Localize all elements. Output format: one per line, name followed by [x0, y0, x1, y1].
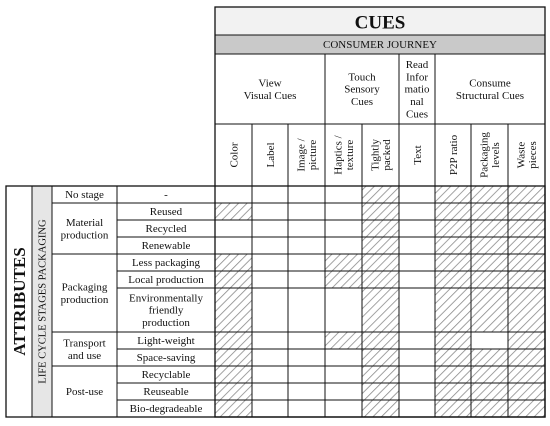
hatched-cell	[215, 332, 252, 349]
hatched-cell	[362, 254, 399, 271]
empty-cell	[288, 237, 325, 254]
empty-cell	[215, 237, 252, 254]
hatched-cell	[471, 366, 508, 383]
cue-group-label: Read Infor matio nal Cues	[404, 59, 430, 121]
stage-label: Packaging production	[60, 281, 109, 306]
hatched-cell	[508, 271, 545, 288]
hatched-cell	[508, 332, 545, 349]
hatched-cell	[215, 366, 252, 383]
column-header-label-group	[412, 145, 424, 164]
hatched-cell	[471, 349, 508, 366]
hatched-cell	[471, 383, 508, 400]
hatched-cell	[508, 237, 545, 254]
empty-cell	[252, 271, 288, 288]
hatched-cell	[435, 400, 471, 417]
column-header-label: Tightlypacked	[369, 138, 394, 172]
column-header-label-group	[265, 142, 277, 167]
column-header-label: Packaginglevels	[478, 132, 503, 178]
hatched-cell	[215, 254, 252, 271]
hatched-cell	[435, 383, 471, 400]
hatched-cell	[471, 271, 508, 288]
column-header-label-group	[295, 137, 319, 171]
empty-cell	[288, 366, 325, 383]
hatched-cell	[215, 383, 252, 400]
cue-group-label: Touch Sensory Cues	[344, 71, 380, 109]
life-cycle-label: LIFE CYCLE STAGES PACKAGING	[37, 219, 49, 384]
hatched-cell	[435, 254, 471, 271]
column-header-label: P2P ratio	[447, 134, 460, 176]
empty-cell	[252, 288, 288, 332]
empty-cell	[399, 400, 435, 417]
column-header-label: Wastepieces	[515, 141, 540, 169]
hatched-cell	[215, 288, 252, 332]
empty-cell	[252, 383, 288, 400]
hatched-cell	[362, 349, 399, 366]
hatched-cell	[471, 220, 508, 237]
hatched-cell	[362, 237, 399, 254]
empty-cell	[288, 186, 325, 203]
hatched-cell	[325, 271, 362, 288]
column-header-label-group	[228, 142, 240, 167]
empty-cell	[288, 254, 325, 271]
hatched-cell	[508, 383, 545, 400]
empty-cell	[325, 400, 362, 417]
hatched-cell	[215, 271, 252, 288]
hatched-cell	[471, 237, 508, 254]
empty-cell	[325, 383, 362, 400]
hatched-cell	[362, 288, 399, 332]
empty-cell	[252, 203, 288, 220]
empty-cell	[399, 271, 435, 288]
hatched-cell	[471, 288, 508, 332]
cue-group-label: Consume Structural Cues	[455, 77, 525, 102]
hatched-cell	[471, 400, 508, 417]
empty-cell	[325, 349, 362, 366]
column-header-label: Text	[411, 145, 424, 165]
empty-cell	[288, 271, 325, 288]
attributes-label: ATTRIBUTES	[9, 247, 29, 356]
row-label: Renewable	[141, 240, 191, 253]
empty-cell	[399, 220, 435, 237]
empty-cell	[288, 203, 325, 220]
hatched-cell	[508, 220, 545, 237]
empty-cell	[399, 254, 435, 271]
hatched-cell	[435, 332, 471, 349]
row-label: Reuseable	[143, 386, 189, 399]
empty-cell	[288, 349, 325, 366]
empty-cell	[325, 288, 362, 332]
empty-cell	[288, 383, 325, 400]
empty-cell	[399, 349, 435, 366]
hatched-cell	[362, 400, 399, 417]
empty-cell	[252, 366, 288, 383]
hatched-cell	[435, 203, 471, 220]
row-label: Recyclable	[141, 369, 191, 382]
hatched-cell	[362, 332, 399, 349]
empty-cell	[325, 203, 362, 220]
empty-cell	[399, 332, 435, 349]
hatched-cell	[325, 332, 362, 349]
hatched-cell	[362, 186, 399, 203]
row-label: Bio-degradeable	[129, 403, 203, 416]
hatched-cell	[215, 349, 252, 366]
empty-cell	[399, 366, 435, 383]
hatched-cell	[435, 288, 471, 332]
column-header-label-group	[369, 139, 393, 172]
stage-label: Transport and use	[63, 337, 106, 362]
attributes-label-group	[10, 247, 29, 355]
hatched-cell	[471, 186, 508, 203]
empty-cell	[399, 288, 435, 332]
hatched-cell	[362, 271, 399, 288]
empty-cell	[471, 332, 508, 349]
row-label: Reused	[149, 206, 183, 219]
row-label: Space-saving	[136, 352, 196, 365]
hatched-cell	[508, 288, 545, 332]
row-label: Local production	[128, 274, 204, 287]
hatched-cell	[435, 366, 471, 383]
hatched-cell	[508, 366, 545, 383]
hatched-cell	[325, 254, 362, 271]
hatched-cell	[215, 400, 252, 417]
row-label: Light-weight	[137, 335, 195, 348]
empty-cell	[252, 400, 288, 417]
hatched-cell	[435, 186, 471, 203]
life-cycle-label-group	[38, 219, 49, 384]
column-header-label-group	[332, 134, 356, 174]
hatched-cell	[215, 203, 252, 220]
empty-cell	[325, 220, 362, 237]
column-header-label: Label	[264, 142, 277, 168]
cue-group-label: View Visual Cues	[243, 77, 297, 102]
empty-cell	[215, 186, 252, 203]
empty-cell	[399, 237, 435, 254]
column-header-label: Color	[228, 142, 241, 168]
empty-cell	[325, 186, 362, 203]
column-header-label: Haptics /texture	[332, 135, 357, 175]
row-label: Environmentally friendly production	[129, 292, 203, 330]
hatched-cell	[508, 349, 545, 366]
stage-label: Post-use	[65, 386, 104, 399]
hatched-cell	[508, 400, 545, 417]
hatched-cell	[435, 349, 471, 366]
hatched-cell	[362, 383, 399, 400]
empty-cell	[252, 254, 288, 271]
hatched-cell	[435, 220, 471, 237]
empty-cell	[325, 237, 362, 254]
empty-cell	[325, 366, 362, 383]
empty-cell	[399, 383, 435, 400]
empty-cell	[252, 186, 288, 203]
hatched-cell	[471, 203, 508, 220]
hatched-cell	[362, 366, 399, 383]
row-label: Less packaging	[131, 257, 201, 270]
empty-cell	[288, 332, 325, 349]
row-label: -	[164, 189, 168, 202]
hatched-cell	[508, 186, 545, 203]
empty-cell	[215, 220, 252, 237]
hatched-cell	[362, 203, 399, 220]
hatched-cell	[435, 271, 471, 288]
hatched-cell	[471, 254, 508, 271]
hatched-cell	[508, 203, 545, 220]
empty-cell	[252, 220, 288, 237]
row-label: Recycled	[145, 223, 187, 236]
column-header-label-group	[515, 141, 539, 168]
empty-cell	[252, 332, 288, 349]
empty-cell	[288, 288, 325, 332]
empty-cell	[399, 203, 435, 220]
empty-cell	[288, 220, 325, 237]
column-header-label: Image /picture	[295, 138, 320, 172]
stage-label: Material production	[60, 217, 109, 242]
stage-label: No stage	[65, 189, 104, 202]
hatched-cell	[508, 254, 545, 271]
table-title: CUES	[354, 12, 406, 34]
column-header-label-group	[448, 134, 460, 175]
empty-cell	[252, 237, 288, 254]
empty-cell	[288, 400, 325, 417]
hatched-cell	[435, 237, 471, 254]
consumer-journey-label: CONSUMER JOURNEY	[323, 39, 437, 52]
empty-cell	[399, 186, 435, 203]
hatched-cell	[362, 220, 399, 237]
empty-cell	[252, 349, 288, 366]
